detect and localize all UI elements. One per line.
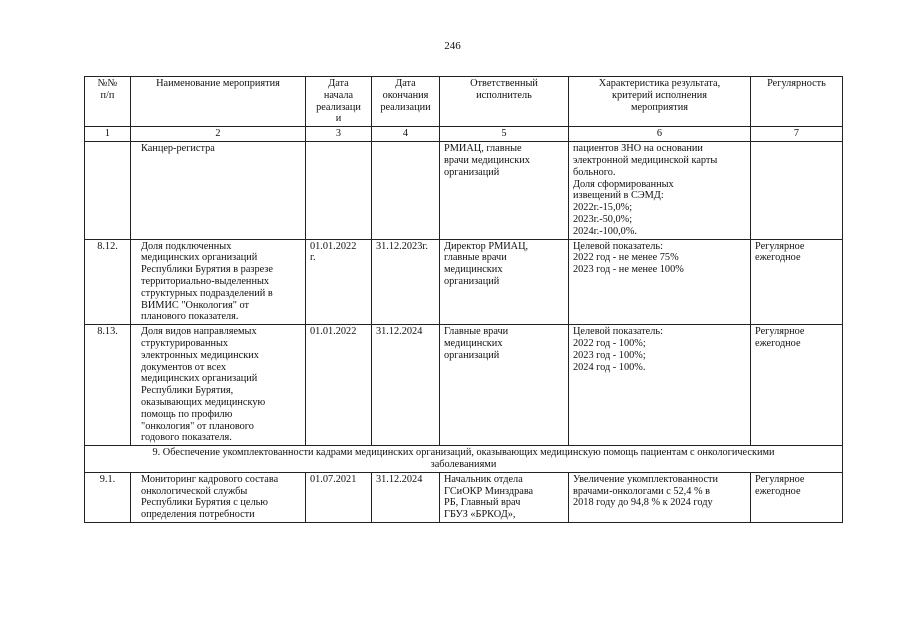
column-number-row bbox=[85, 127, 843, 142]
header-start-date: Дата начала реализаци и bbox=[306, 77, 372, 127]
header-name: Наименование мероприятия bbox=[131, 77, 306, 127]
measures-table bbox=[84, 76, 843, 523]
table-row bbox=[85, 472, 843, 522]
column-number: 1 bbox=[85, 127, 131, 142]
row-num: 9.1. bbox=[85, 472, 131, 522]
section-title: 9. Обеспечение укомплектованности кадрами медицинских организаций, оказывающих медицинскую помощь пациентам с онкологическими заболеваниями bbox=[85, 446, 843, 473]
row-num: 8.12. bbox=[85, 239, 131, 325]
row-end-date: 31.12.2023г. bbox=[372, 239, 440, 325]
column-number: 2 bbox=[131, 127, 306, 142]
row-regularity: Регулярное ежегодное bbox=[751, 472, 843, 522]
row-num bbox=[85, 142, 131, 239]
header-end-date: Дата окончания реализации bbox=[372, 77, 440, 127]
column-number: 5 bbox=[440, 127, 569, 142]
header-regularity: Регулярность bbox=[751, 77, 843, 127]
row-start-date bbox=[306, 142, 372, 239]
row-start-date: 01.07.2021 bbox=[306, 472, 372, 522]
header-result: Характеристика результата, критерий исполнения мероприятия bbox=[569, 77, 751, 127]
row-result: Увеличение укомплектованности врачами-онкологами с 52,4 % в 2018 году до 94,8 % к 2024 году bbox=[569, 472, 751, 522]
row-result: пациентов ЗНО на основании электронной медицинской карты больного. Доля сформированных извещений в СЭМД: 2022г.-15,0%; 2023г.-50,0%; 2024г.-100,0%. bbox=[569, 142, 751, 239]
row-end-date: 31.12.2024 bbox=[372, 472, 440, 522]
row-name: Доля подключенных медицинских организаций Республики Бурятия в разрезе территориально-выделенных структурных подразделений в ВИМИС "Онкология" от планового показателя. bbox=[131, 239, 306, 325]
column-number: 4 bbox=[372, 127, 440, 142]
row-regularity: Регулярное ежегодное bbox=[751, 239, 843, 325]
row-end-date: 31.12.2024 bbox=[372, 325, 440, 446]
header-num: №№ п/п bbox=[85, 77, 131, 127]
header-responsible: Ответственный исполнитель bbox=[440, 77, 569, 127]
row-responsible: Главные врачи медицинских организаций bbox=[440, 325, 569, 446]
row-end-date bbox=[372, 142, 440, 239]
row-regularity: Регулярное ежегодное bbox=[751, 325, 843, 446]
row-start-date: 01.01.2022 г. bbox=[306, 239, 372, 325]
row-num: 8.13. bbox=[85, 325, 131, 446]
column-number: 7 bbox=[751, 127, 843, 142]
row-name: Канцер-регистра bbox=[131, 142, 306, 239]
row-result: Целевой показатель: 2022 год - 100%; 2023 год - 100%; 2024 год - 100%. bbox=[569, 325, 751, 446]
table-row bbox=[85, 325, 843, 446]
section-row bbox=[85, 446, 843, 473]
column-number: 6 bbox=[569, 127, 751, 142]
row-responsible: РМИАЦ, главные врачи медицинских организаций bbox=[440, 142, 569, 239]
header-row bbox=[85, 77, 843, 127]
table-row bbox=[85, 142, 843, 239]
row-regularity bbox=[751, 142, 843, 239]
row-name: Мониторинг кадрового состава онкологической службы Республики Бурятия с целью определения потребности bbox=[131, 472, 306, 522]
table-row bbox=[85, 239, 843, 325]
row-responsible: Начальник отдела ГСиОКР Минздрава РБ, Главный врач ГБУЗ «БРКОД», bbox=[440, 472, 569, 522]
column-number: 3 bbox=[306, 127, 372, 142]
page-number: 246 bbox=[444, 40, 461, 52]
row-name: Доля видов направляемых структурированных электронных медицинских документов от всех медицинских организаций Республики Бурятия, оказывающих медицинскую помощь по профилю "онкология" от планового годового показателя. bbox=[131, 325, 306, 446]
row-start-date: 01.01.2022 bbox=[306, 325, 372, 446]
row-responsible: Директор РМИАЦ, главные врачи медицинских организаций bbox=[440, 239, 569, 325]
row-result: Целевой показатель: 2022 год - не менее 75% 2023 год - не менее 100% bbox=[569, 239, 751, 325]
